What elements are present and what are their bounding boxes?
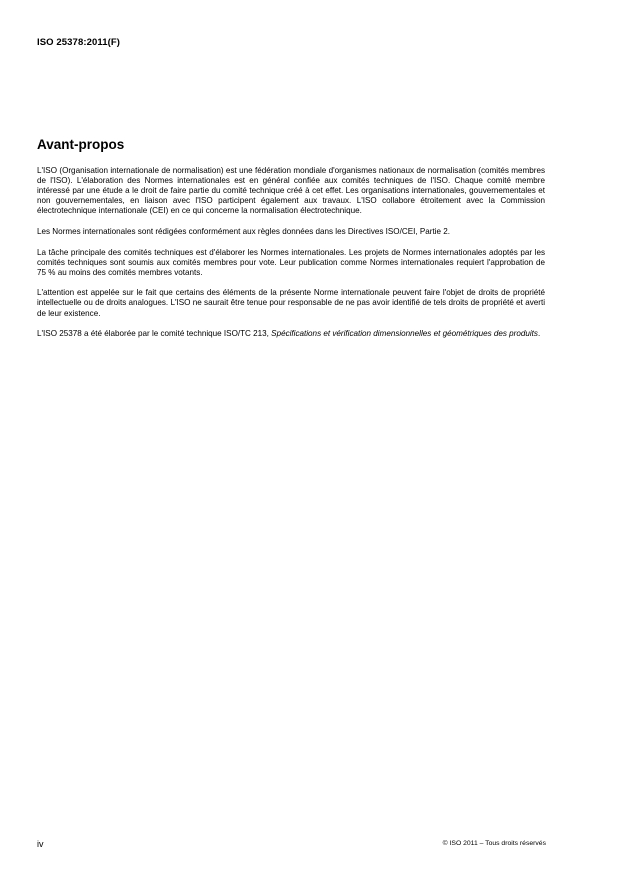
section-title: Avant-propos bbox=[37, 137, 125, 152]
foreword-body bbox=[37, 166, 545, 350]
paragraph-technical-committees: La tâche principale des comités techniques est d'élaborer les Normes internationales. Les projets de Normes internationales adoptés par les comités techniques sont soumis aux comités membres pour vote. Leur publication comme Normes internationales requiert l'approbation de 75 % au moins des comités membres votants. bbox=[37, 247, 545, 277]
page-number: iv bbox=[37, 839, 44, 849]
committee-sentence-end: . bbox=[537, 329, 541, 339]
paragraph-iso-organisation: L'ISO (Organisation internationale de normalisation) est une fédération mondiale d'organismes nationaux de normalisation (comités membres de l'ISO). L'élaboration des Normes internationales est en général confiée aux comités techniques de l'ISO. Chaque comité membre intéressé par une étude a le droit de faire partie du comité technique créé à cet effet. Les organisations internationales, gouvernementales et non gouvernementales, en liaison avec l'ISO participent également aux travaux. L'ISO collabore étroitement avec la Commission électrotechnique internationale (CEI) en ce qui concerne la normalisation électrotechnique. bbox=[37, 166, 545, 216]
paragraph-directives: Les Normes internationales sont rédigées conformément aux règles données dans les Directives ISO/CEI, Partie 2. bbox=[37, 226, 450, 236]
paragraph-committee-tc213 bbox=[37, 329, 545, 339]
paragraph-patent-rights: L'attention est appelée sur le fait que certains des éléments de la présente Norme internationale peuvent faire l'objet de droits de propriété intellectuelle ou de droits analogues. L'ISO ne saurait être tenue pour responsable de ne pas avoir identifié de tels droits de propriété et averti de leur existence. bbox=[37, 288, 545, 318]
document-id-header: ISO 25378:2011(F) bbox=[37, 37, 121, 48]
copyright-notice: © ISO 2011 – Tous droits réservés bbox=[442, 840, 546, 847]
committee-title: Spécifications et vérification dimensionnelles et géométriques des produits bbox=[271, 329, 538, 339]
committee-sentence: L'ISO 25378 a été élaborée par le comité technique ISO/TC 213, bbox=[37, 329, 272, 339]
